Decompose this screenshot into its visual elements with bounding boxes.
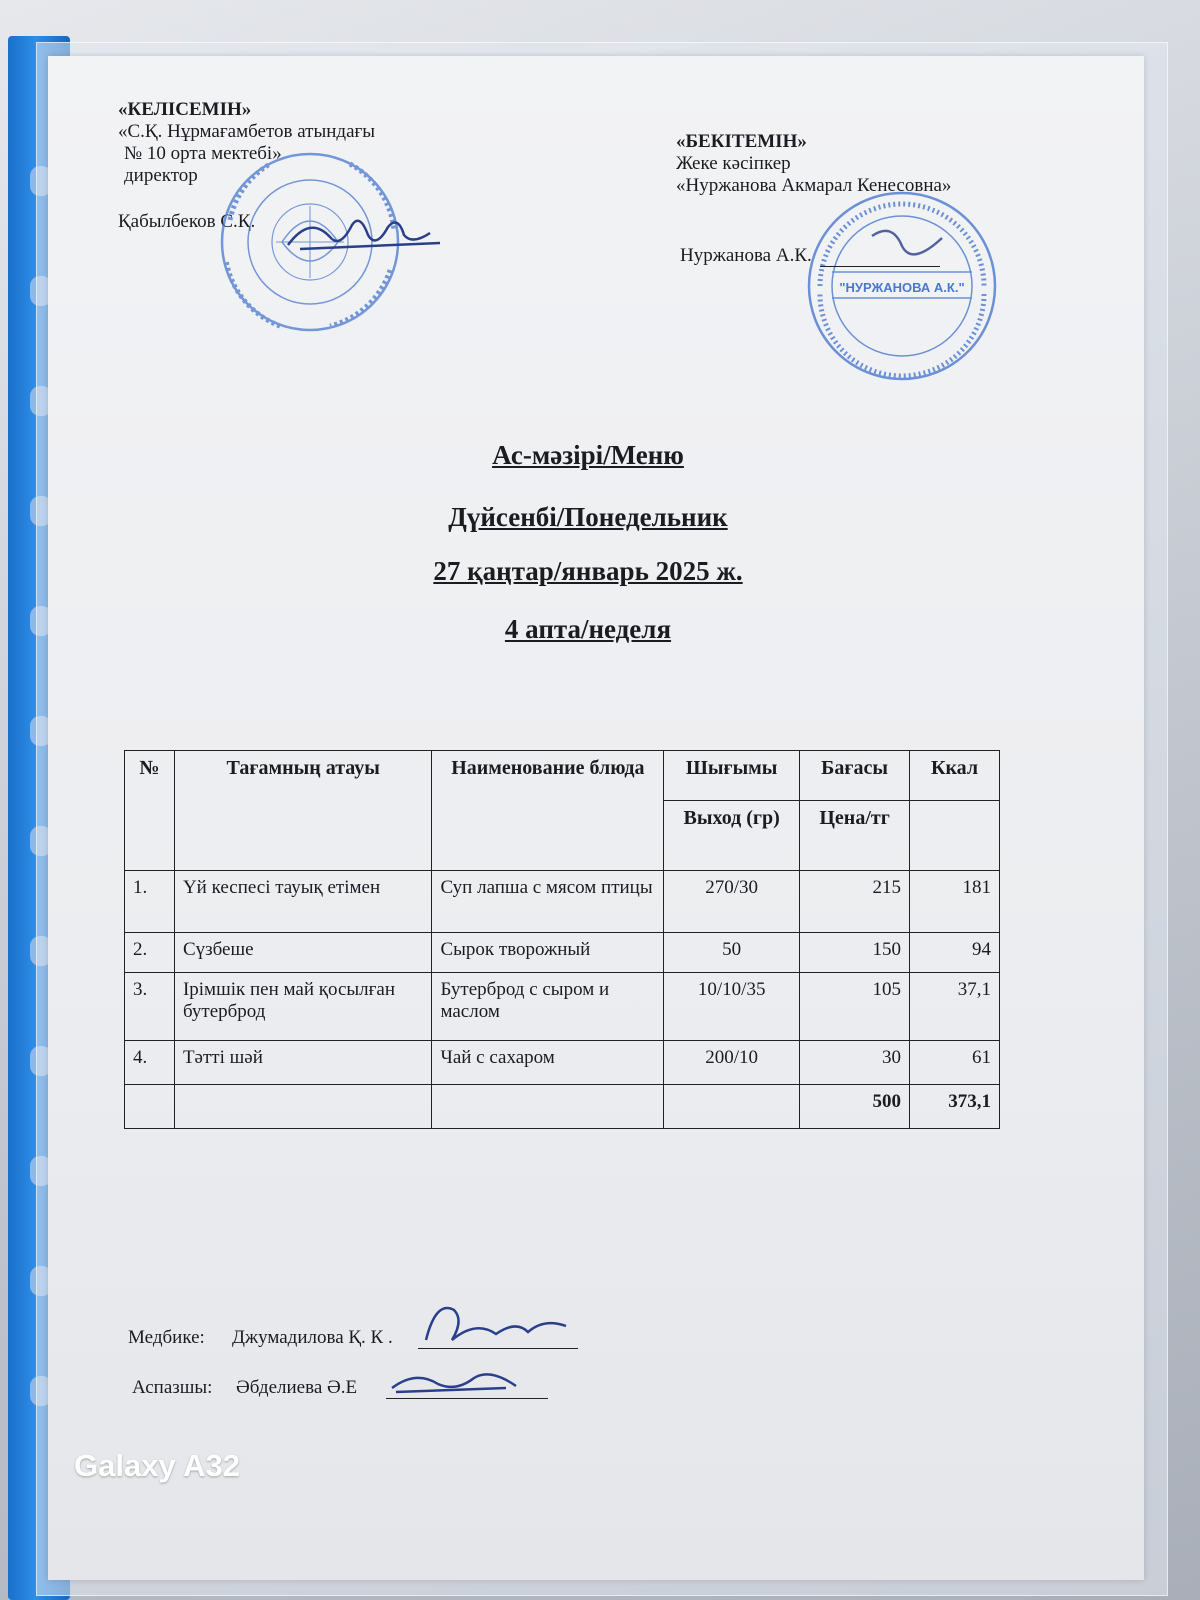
director-signature: [280, 205, 450, 265]
header-price-kz: Бағасы: [800, 751, 910, 801]
row-name-kz: Үй кеспесі тауық етімен: [174, 871, 432, 933]
header-yield-kz: Шығымы: [664, 751, 800, 801]
row-name-ru: Суп лапша с мясом птицы: [432, 871, 664, 933]
approval-right-line1: Жеке кәсіпкер: [676, 153, 791, 174]
row-price: 215: [800, 871, 910, 933]
row-kcal: 181: [910, 871, 1000, 933]
table-total-row: [125, 1085, 1000, 1129]
menu-week: 4 апта/неделя: [504, 614, 672, 644]
approval-left-line3: директор: [124, 165, 198, 186]
row-num: 3.: [125, 973, 175, 1041]
table-header-row: [125, 751, 1000, 801]
menu-table: [124, 750, 1000, 1129]
row-name-ru: Бутерброд с сыром и маслом: [432, 973, 664, 1041]
row-name-kz: Тәтті шәй: [174, 1041, 432, 1085]
row-kcal: 94: [910, 933, 1000, 973]
total-kcal: 373,1: [910, 1085, 1000, 1129]
table-row: [125, 973, 1000, 1041]
row-kcal: 61: [910, 1041, 1000, 1085]
cook-signature: [386, 1362, 526, 1402]
approver-signature-line: [820, 266, 940, 267]
total-price: 500: [800, 1085, 910, 1129]
row-kcal: 37,1: [910, 973, 1000, 1041]
row-yield: 270/30: [664, 871, 800, 933]
header-num: №: [125, 751, 175, 871]
row-price: 105: [800, 973, 910, 1041]
menu-day: Дүйсенбі/Понедельник: [448, 502, 728, 532]
approval-right-line2: «Нуржанова Акмарал Кенесовна»: [676, 175, 952, 196]
cook-label: Аспазшы:: [132, 1377, 213, 1398]
row-name-ru: Чай с сахаром: [432, 1041, 664, 1085]
row-price: 150: [800, 933, 910, 973]
nurse-signature: [416, 1290, 576, 1360]
approval-left-line2: № 10 орта мектебі»: [124, 143, 282, 164]
header-name-ru: Наименование блюда: [432, 751, 664, 871]
row-num: 2.: [125, 933, 175, 973]
row-num: 1.: [125, 871, 175, 933]
approval-right-title: «БЕКІТЕМІН»: [676, 131, 807, 152]
round-seal-stamp-right: [802, 186, 1002, 386]
total-empty: [664, 1085, 800, 1129]
approval-left-line1: «С.Қ. Нұрмағамбетов атындағы: [118, 121, 376, 142]
menu-title: Ас-мәзірі/Меню: [492, 440, 684, 470]
header-kcal-empty: [910, 801, 1000, 871]
device-watermark: Galaxy A32: [74, 1448, 241, 1483]
approval-left-signer: Қабылбеков С.Қ.: [118, 211, 256, 232]
nurse-label: Медбике:: [128, 1327, 205, 1348]
total-empty: [432, 1085, 664, 1129]
header-yield-ru: Выход (гр): [664, 801, 800, 871]
row-yield: 10/10/35: [664, 973, 800, 1041]
approval-right-signer: Нуржанова А.К.: [680, 245, 812, 266]
menu-date: 27 қаңтар/январь 2025 ж.: [433, 556, 743, 586]
total-empty: [125, 1085, 175, 1129]
row-name-kz: Ірімшік пен май қосылған бутерброд: [174, 973, 432, 1041]
row-name-ru: Сырок творожный: [432, 933, 664, 973]
table-row: [125, 933, 1000, 973]
header-price-ru: Цена/тг: [800, 801, 910, 871]
header-name-kz: Тағамның атауы: [174, 751, 432, 871]
row-yield: 50: [664, 933, 800, 973]
total-empty: [174, 1085, 432, 1129]
table-row: [125, 1041, 1000, 1085]
header-kcal: Ккал: [910, 751, 1000, 801]
approval-left-title: «КЕЛІСЕМІН»: [118, 99, 252, 120]
row-name-kz: Сүзбеше: [174, 933, 432, 973]
table-row: [125, 871, 1000, 933]
row-price: 30: [800, 1041, 910, 1085]
row-num: 4.: [125, 1041, 175, 1085]
stamp-right-name: "НУРЖАНОВА А.К.": [839, 280, 965, 295]
cook-name: Әбделиева Ә.Е: [236, 1377, 358, 1398]
row-yield: 200/10: [664, 1041, 800, 1085]
nurse-name: Джумадилова Қ. К .: [232, 1327, 393, 1348]
